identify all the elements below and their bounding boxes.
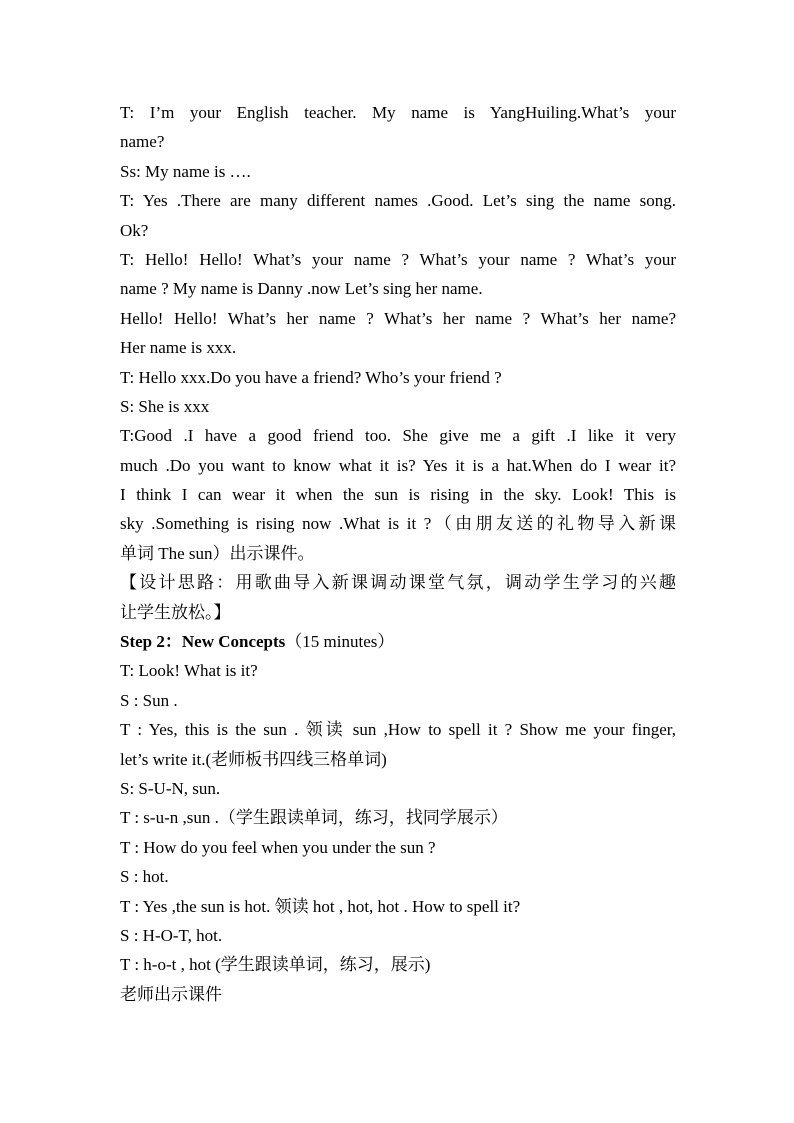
text-line-content: T: Yes .There are many different names .Good. Let’s sing the name song. bbox=[120, 191, 676, 211]
text-line-content: S : hot. bbox=[120, 867, 169, 887]
text-line-content: let’s write it.(老师板书四线三格单词) bbox=[120, 749, 387, 769]
text-line-content: S: She is xxx bbox=[120, 396, 210, 416]
text-line-content: T: I’m your English teacher. My name is YangHuiling.What’s your bbox=[120, 103, 676, 122]
text-line bbox=[120, 157, 676, 186]
text-line bbox=[120, 451, 676, 480]
text-line-content: 单词 The sun）出示课件。 bbox=[120, 543, 315, 563]
text-line-content: name? bbox=[120, 132, 165, 152]
text-line-content: Ok? bbox=[120, 220, 149, 240]
text-line bbox=[120, 715, 676, 744]
text-line-content: S: S-U-N, sun. bbox=[120, 778, 221, 798]
text-line bbox=[120, 862, 676, 891]
text-line bbox=[120, 598, 676, 627]
text-line bbox=[120, 539, 676, 568]
text-line bbox=[120, 480, 676, 509]
text-line bbox=[120, 892, 676, 921]
text-line bbox=[120, 774, 676, 803]
text-line-content: I think I can wear it when the sun is rising in the sky. Look! This is bbox=[120, 485, 676, 505]
heading-duration: （15 minutes） bbox=[285, 632, 395, 652]
text-line bbox=[120, 127, 676, 156]
text-line bbox=[120, 274, 676, 303]
text-line bbox=[120, 333, 676, 362]
text-line-content: T : Yes ,the sun is hot. 领读 hot , hot, hot . How to spell it? bbox=[120, 896, 521, 916]
text-line-content: 让学生放松。】 bbox=[120, 602, 231, 622]
text-line bbox=[120, 304, 676, 333]
section-heading bbox=[120, 627, 676, 656]
text-line-content: T : h-o-t , hot (学生跟读单词，练习，展示) bbox=[120, 955, 431, 975]
text-line bbox=[120, 656, 676, 685]
text-line-content: S : Sun . bbox=[120, 690, 178, 710]
text-line-content: Her name is xxx. bbox=[120, 338, 237, 358]
text-line-content: sky .Something is rising now .What is it ?（由朋友送的礼物导入新课 bbox=[120, 514, 676, 534]
text-line-content: Step 2：New Concepts bbox=[120, 632, 286, 652]
text-line bbox=[120, 833, 676, 862]
text-line-content: T: Hello xxx.Do you have a friend? Who’s your friend ? bbox=[120, 367, 502, 387]
document-body bbox=[120, 98, 676, 1009]
text-line bbox=[120, 950, 676, 979]
text-line-content: T : s-u-n ,sun .（学生跟读单词，练习，找同学展示） bbox=[120, 808, 508, 828]
text-line bbox=[120, 392, 676, 421]
text-line-content: T : How do you feel when you under the sun ? bbox=[120, 837, 436, 857]
text-line-content: T : Yes, this is the sun . 领读 sun ,How to spell it ? Show me your finger, bbox=[120, 720, 676, 740]
text-line-content: name ? My name is Danny .now Let’s sing her name. bbox=[120, 279, 483, 299]
text-line bbox=[120, 568, 676, 597]
text-line-content: 老师出示课件 bbox=[120, 984, 222, 1004]
text-line bbox=[120, 803, 676, 832]
text-line-content: T: Look! What is it? bbox=[120, 661, 258, 681]
text-line bbox=[120, 745, 676, 774]
text-line-content: T:Good .I have a good friend too. She give me a gift .I like it very bbox=[120, 426, 676, 446]
text-line bbox=[120, 921, 676, 950]
text-line-content: T: Hello! Hello! What’s your name ? What’s your name ? What’s your bbox=[120, 249, 676, 269]
text-line bbox=[120, 421, 676, 450]
text-line-content: Hello! Hello! What’s her name ? What’s her name ? What’s her name? bbox=[120, 308, 676, 328]
text-line bbox=[120, 216, 676, 245]
text-line-content: S : H-O-T, hot. bbox=[120, 925, 223, 945]
text-line bbox=[120, 980, 676, 1009]
text-line bbox=[120, 363, 676, 392]
text-line bbox=[120, 245, 676, 274]
text-line bbox=[120, 186, 676, 215]
text-line-content: 【设计思路：用歌曲导入新课调动课堂气氛，调动学生学习的兴趣 bbox=[120, 573, 676, 593]
text-line-content: much .Do you want to know what it is? Yes it is a hat.When do I wear it? bbox=[120, 455, 676, 475]
text-line bbox=[120, 509, 676, 538]
text-line-content: Ss: My name is …. bbox=[120, 161, 251, 181]
text-line bbox=[120, 98, 676, 127]
text-line bbox=[120, 686, 676, 715]
